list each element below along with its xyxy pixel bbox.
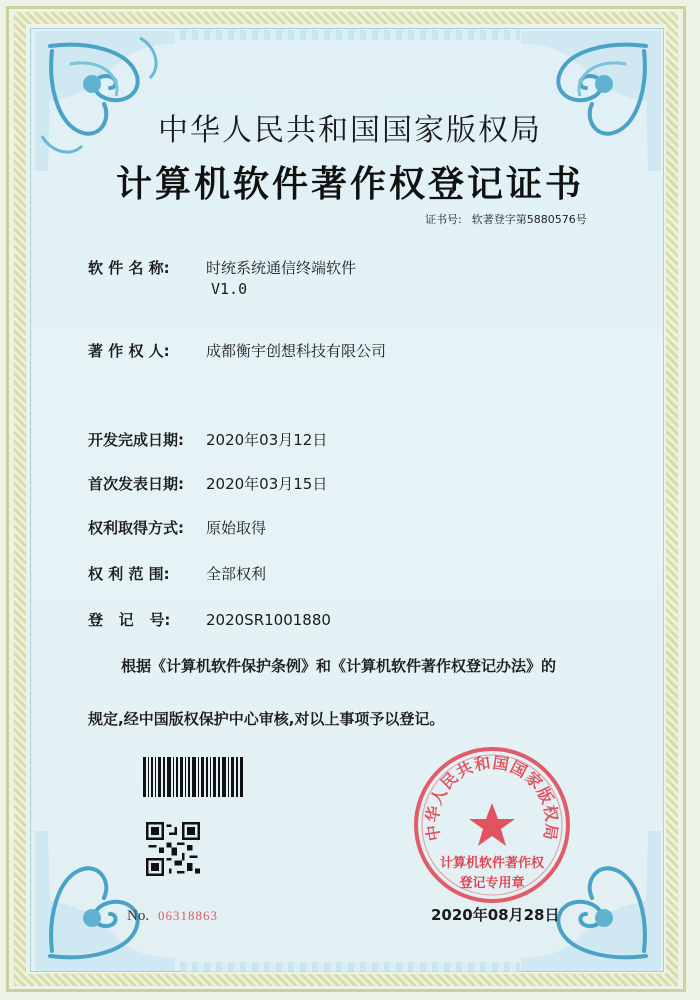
certificate-title: 计算机软件著作权登记证书 (115, 163, 584, 205)
field-value: 原始取得 (206, 519, 267, 537)
field-label: 首次发表日期: (88, 475, 184, 493)
software-version: V1.0 (211, 280, 248, 298)
field-value: 2020SR1001880 (206, 611, 331, 629)
field-label: 著 作 权 人: (88, 342, 170, 360)
issue-date: 2020年08月28日 (431, 906, 560, 924)
top-ornament-band (180, 30, 520, 40)
field-label: 软 件 名 称: (88, 259, 170, 277)
bottom-ornament-band (180, 962, 520, 972)
field-label: 权利取得方式: (88, 519, 184, 537)
qr-code-image (146, 822, 200, 876)
field-development-date (88, 429, 327, 450)
statement-line-2: 规定,经中国版权保护中心审核,对以上事项予以登记。 (88, 710, 445, 728)
field-registration-number (88, 609, 331, 630)
field-rights-scope (88, 563, 266, 584)
field-acquisition-method (88, 517, 266, 538)
field-value: 2020年03月12日 (206, 431, 328, 449)
seal-ring-text: 中华人民共和国国家版权局 (422, 752, 562, 843)
field-label: 登 记 号: (88, 611, 171, 629)
statement-line-1: 根据《计算机软件保护条例》和《计算机软件著作权登记办法》的 (121, 657, 557, 675)
serial-number-value: 06318863 (158, 908, 218, 923)
seal-text-line-1: 计算机软件著作权 (439, 856, 544, 871)
field-software-name (88, 257, 356, 278)
field-first-publication-date (88, 473, 327, 494)
serial-number-label: No. (127, 908, 150, 924)
corner-ornament-top-right (516, 26, 666, 176)
field-value: 全部权利 (206, 565, 267, 583)
field-value: 2020年03月15日 (206, 475, 328, 493)
barcode-image (143, 757, 243, 797)
corner-ornament-top-left (30, 26, 180, 176)
seal-text-line-2: 登记专用章 (459, 876, 525, 891)
certificate-number-label: 证书号: (425, 213, 462, 226)
field-label: 权 利 范 围: (88, 565, 170, 583)
field-value: 时统系统通信终端软件 (206, 259, 357, 277)
issuing-authority: 中华人民共和国国家版权局 (158, 113, 542, 148)
certificate-number-value: 软著登字第5880576号 (471, 213, 587, 226)
field-copyright-owner (88, 340, 386, 361)
certificate-number (425, 211, 597, 227)
field-value: 成都衡宇创想科技有限公司 (206, 342, 387, 360)
field-label: 开发完成日期: (88, 431, 184, 449)
